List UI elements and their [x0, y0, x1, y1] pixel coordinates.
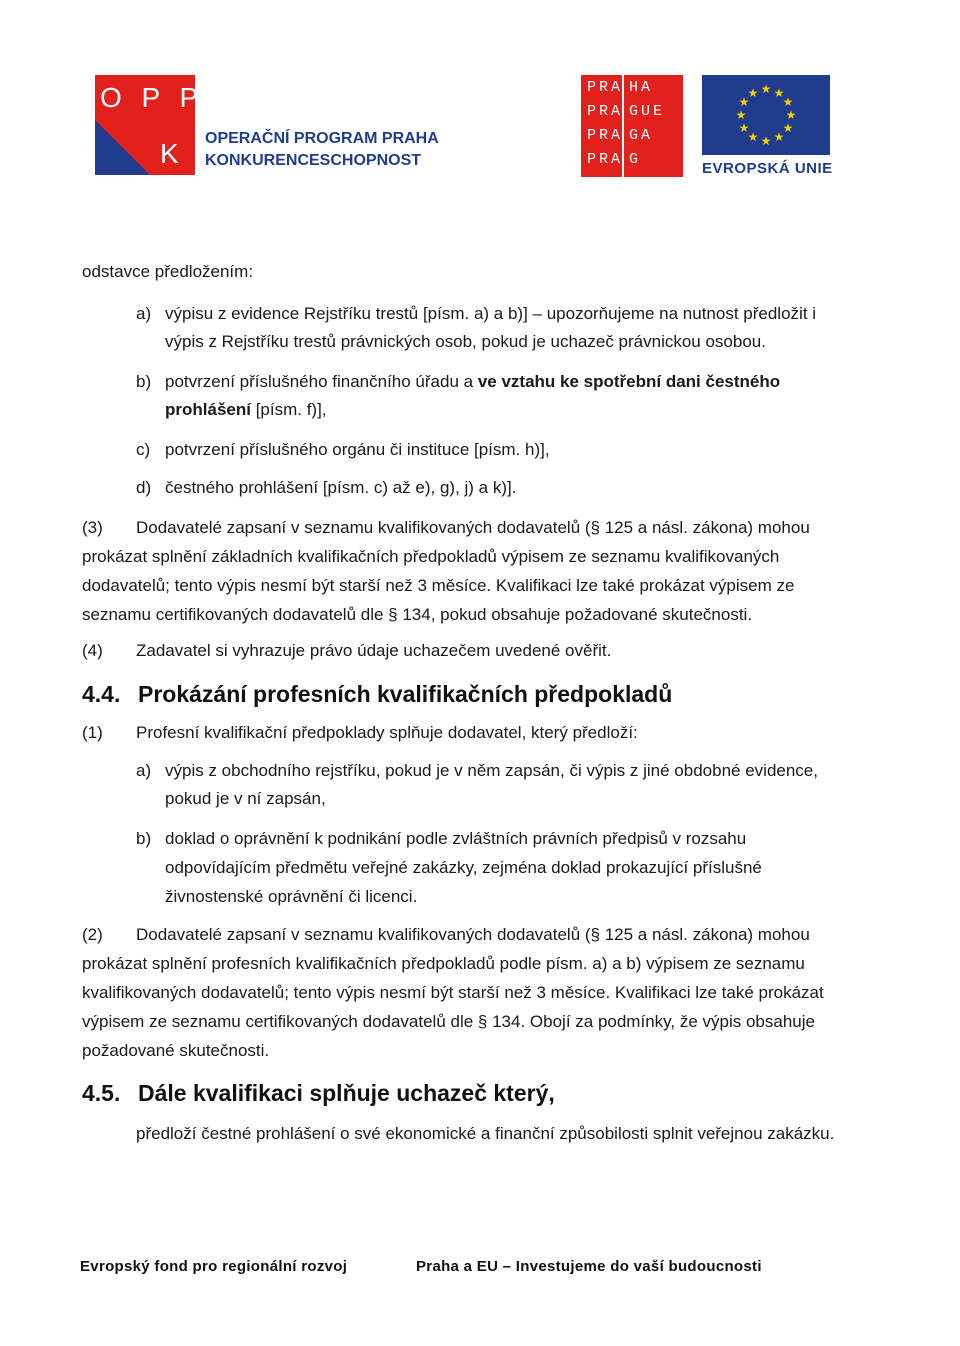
list-item-marker: a) — [136, 761, 152, 780]
svg-text:★: ★ — [760, 82, 772, 96]
praha-row — [581, 151, 683, 173]
praha-row — [581, 79, 683, 101]
praha-row-right: GUE — [629, 103, 666, 120]
svg-text:★: ★ — [773, 130, 785, 144]
praha-row-left: PRA — [587, 151, 624, 168]
list-item-text: výpis z obchodního rejstříku, pokud je v něm zapsán, či výpis z jiné obdobné evidence, — [165, 761, 818, 780]
list-item-text: potvrzení příslušného orgánu či instituce [písm. h)], — [165, 440, 550, 459]
praha-row — [581, 127, 683, 149]
paragraph-text: kvalifikovaných dodavatelů; tento výpis nesmí být starší než 3 měsíce. Kvalifikaci lze také prokázat — [82, 983, 824, 1002]
list-item-text — [165, 368, 780, 396]
paragraph-text: prokázat splnění základních kvalifikačních předpokladů výpisem ze seznamu kvalifikovaných — [82, 547, 780, 566]
footer-left: Evropský fond pro regionální rozvoj — [80, 1258, 348, 1275]
paragraph-text: požadované skutečnosti. — [82, 1041, 270, 1060]
svg-text:★: ★ — [785, 108, 797, 122]
list-item-text-bold: ve vztahu ke spotřební dani čestného — [477, 372, 781, 391]
svg-text:★: ★ — [738, 121, 750, 135]
praha-row-left: PRA — [587, 79, 624, 96]
svg-text:★: ★ — [782, 95, 794, 109]
paragraph-text: seznamu certifikovaných dodavatelů dle § 134, pokud obsahuje požadované skutečnosti. — [82, 605, 753, 624]
paragraph-text: Dodavatelé zapsaní v seznamu kvalifikovaných dodavatelů (§ 125 a násl. zákona) mohou — [136, 925, 810, 944]
paragraph-text: předloží čestné prohlášení o své ekonomické a finanční způsobilosti splnit veřejnou zakázku. — [136, 1124, 835, 1143]
paragraph-text: Dodavatelé zapsaní v seznamu kvalifikovaných dodavatelů (§ 125 a násl. zákona) mohou — [136, 518, 810, 537]
praha-logo — [581, 75, 683, 177]
oppk-name-line2: KONKURENCESCHOPNOST — [205, 152, 422, 169]
paragraph-text: dodavatelů; tento výpis nesmí být starší než 3 měsíce. Kvalifikaci lze také prokázat výpisem ze — [82, 576, 795, 595]
oppk-program-name — [205, 128, 439, 172]
oppk-logo-letters: O P P — [100, 82, 205, 113]
svg-text:★: ★ — [760, 134, 772, 148]
list-item-text-regular: [písm. f)], — [250, 400, 327, 419]
eu-flag-icon — [702, 75, 830, 155]
intro-text: odstavce předložením: — [82, 262, 254, 281]
praha-row-left: PRA — [587, 103, 624, 120]
praha-row-right: HA — [629, 79, 654, 96]
list-item-text: pokud je v ní zapsán, — [165, 789, 326, 808]
praha-row-right: G — [629, 151, 642, 168]
praha-row-left: PRA — [587, 127, 624, 144]
oppk-logo-k: K — [160, 138, 179, 169]
paragraph-text: prokázat splnění profesních kvalifikačních předpokladů podle písm. a) a b) výpisem ze seznamu — [82, 954, 805, 973]
list-item-text: odpovídajícím předmětu veřejné zakázky, zejména doklad prokazující příslušné — [165, 858, 762, 877]
list-item-text: živnostenské oprávnění či licenci. — [165, 887, 418, 906]
section-heading: Prokázání profesních kvalifikačních předpokladů — [138, 681, 673, 707]
svg-text:★: ★ — [773, 86, 785, 100]
list-item-text — [165, 396, 327, 424]
paragraph-text: Zadavatel si vyhrazuje právo údaje uchazečem uvedené ověřit. — [136, 641, 612, 660]
list-item-text: výpisu z evidence Rejstříku trestů [písm. a) a b)] – upozorňujeme na nutnost předložit i — [165, 304, 817, 323]
footer-right: Praha a EU – Investujeme do vaší budoucnosti — [416, 1258, 762, 1275]
paragraph-number: (1) — [82, 723, 103, 742]
svg-text:★: ★ — [738, 95, 750, 109]
list-item-marker: b) — [136, 372, 152, 391]
oppk-name-line1: OPERAČNÍ PROGRAM PRAHA — [205, 130, 439, 147]
list-item-text-regular: potvrzení příslušného finančního úřadu a — [165, 372, 478, 391]
paragraph-text: výpisem ze seznamu certifikovaných dodavatelů dle § 134. Obojí za podmínky, že výpis obsahuje — [82, 1012, 815, 1031]
list-item-marker: d) — [136, 478, 152, 497]
section-number: 4.4. — [82, 681, 121, 707]
list-item-text: čestného prohlášení [písm. c) až e), g), j) a k)]. — [165, 478, 517, 497]
list-item-text-bold: prohlášení — [165, 400, 251, 419]
praha-row-right: GA — [629, 127, 654, 144]
svg-text:★: ★ — [735, 108, 747, 122]
list-item-text: doklad o oprávnění k podnikání podle zvláštních právních předpisů v rozsahu — [165, 829, 747, 848]
paragraph-number: (3) — [82, 518, 103, 537]
paragraph-text: Profesní kvalifikační předpoklady splňuje dodavatel, který předloží: — [136, 723, 638, 742]
list-item-marker: c) — [136, 440, 151, 459]
list-item-text: výpis z Rejstříku trestů právnických osob, pokud je uchazeč právnickou osobou. — [165, 332, 766, 351]
svg-text:★: ★ — [747, 86, 759, 100]
eu-label: EVROPSKÁ UNIE — [702, 160, 833, 177]
list-item-marker: a) — [136, 304, 152, 323]
svg-text:★: ★ — [782, 121, 794, 135]
svg-text:★: ★ — [747, 130, 759, 144]
list-item-marker: b) — [136, 829, 152, 848]
paragraph-number: (4) — [82, 641, 103, 660]
paragraph-number: (2) — [82, 925, 103, 944]
section-heading: Dále kvalifikaci splňuje uchazeč který, — [138, 1080, 555, 1106]
section-number: 4.5. — [82, 1080, 121, 1106]
praha-row — [581, 103, 683, 125]
